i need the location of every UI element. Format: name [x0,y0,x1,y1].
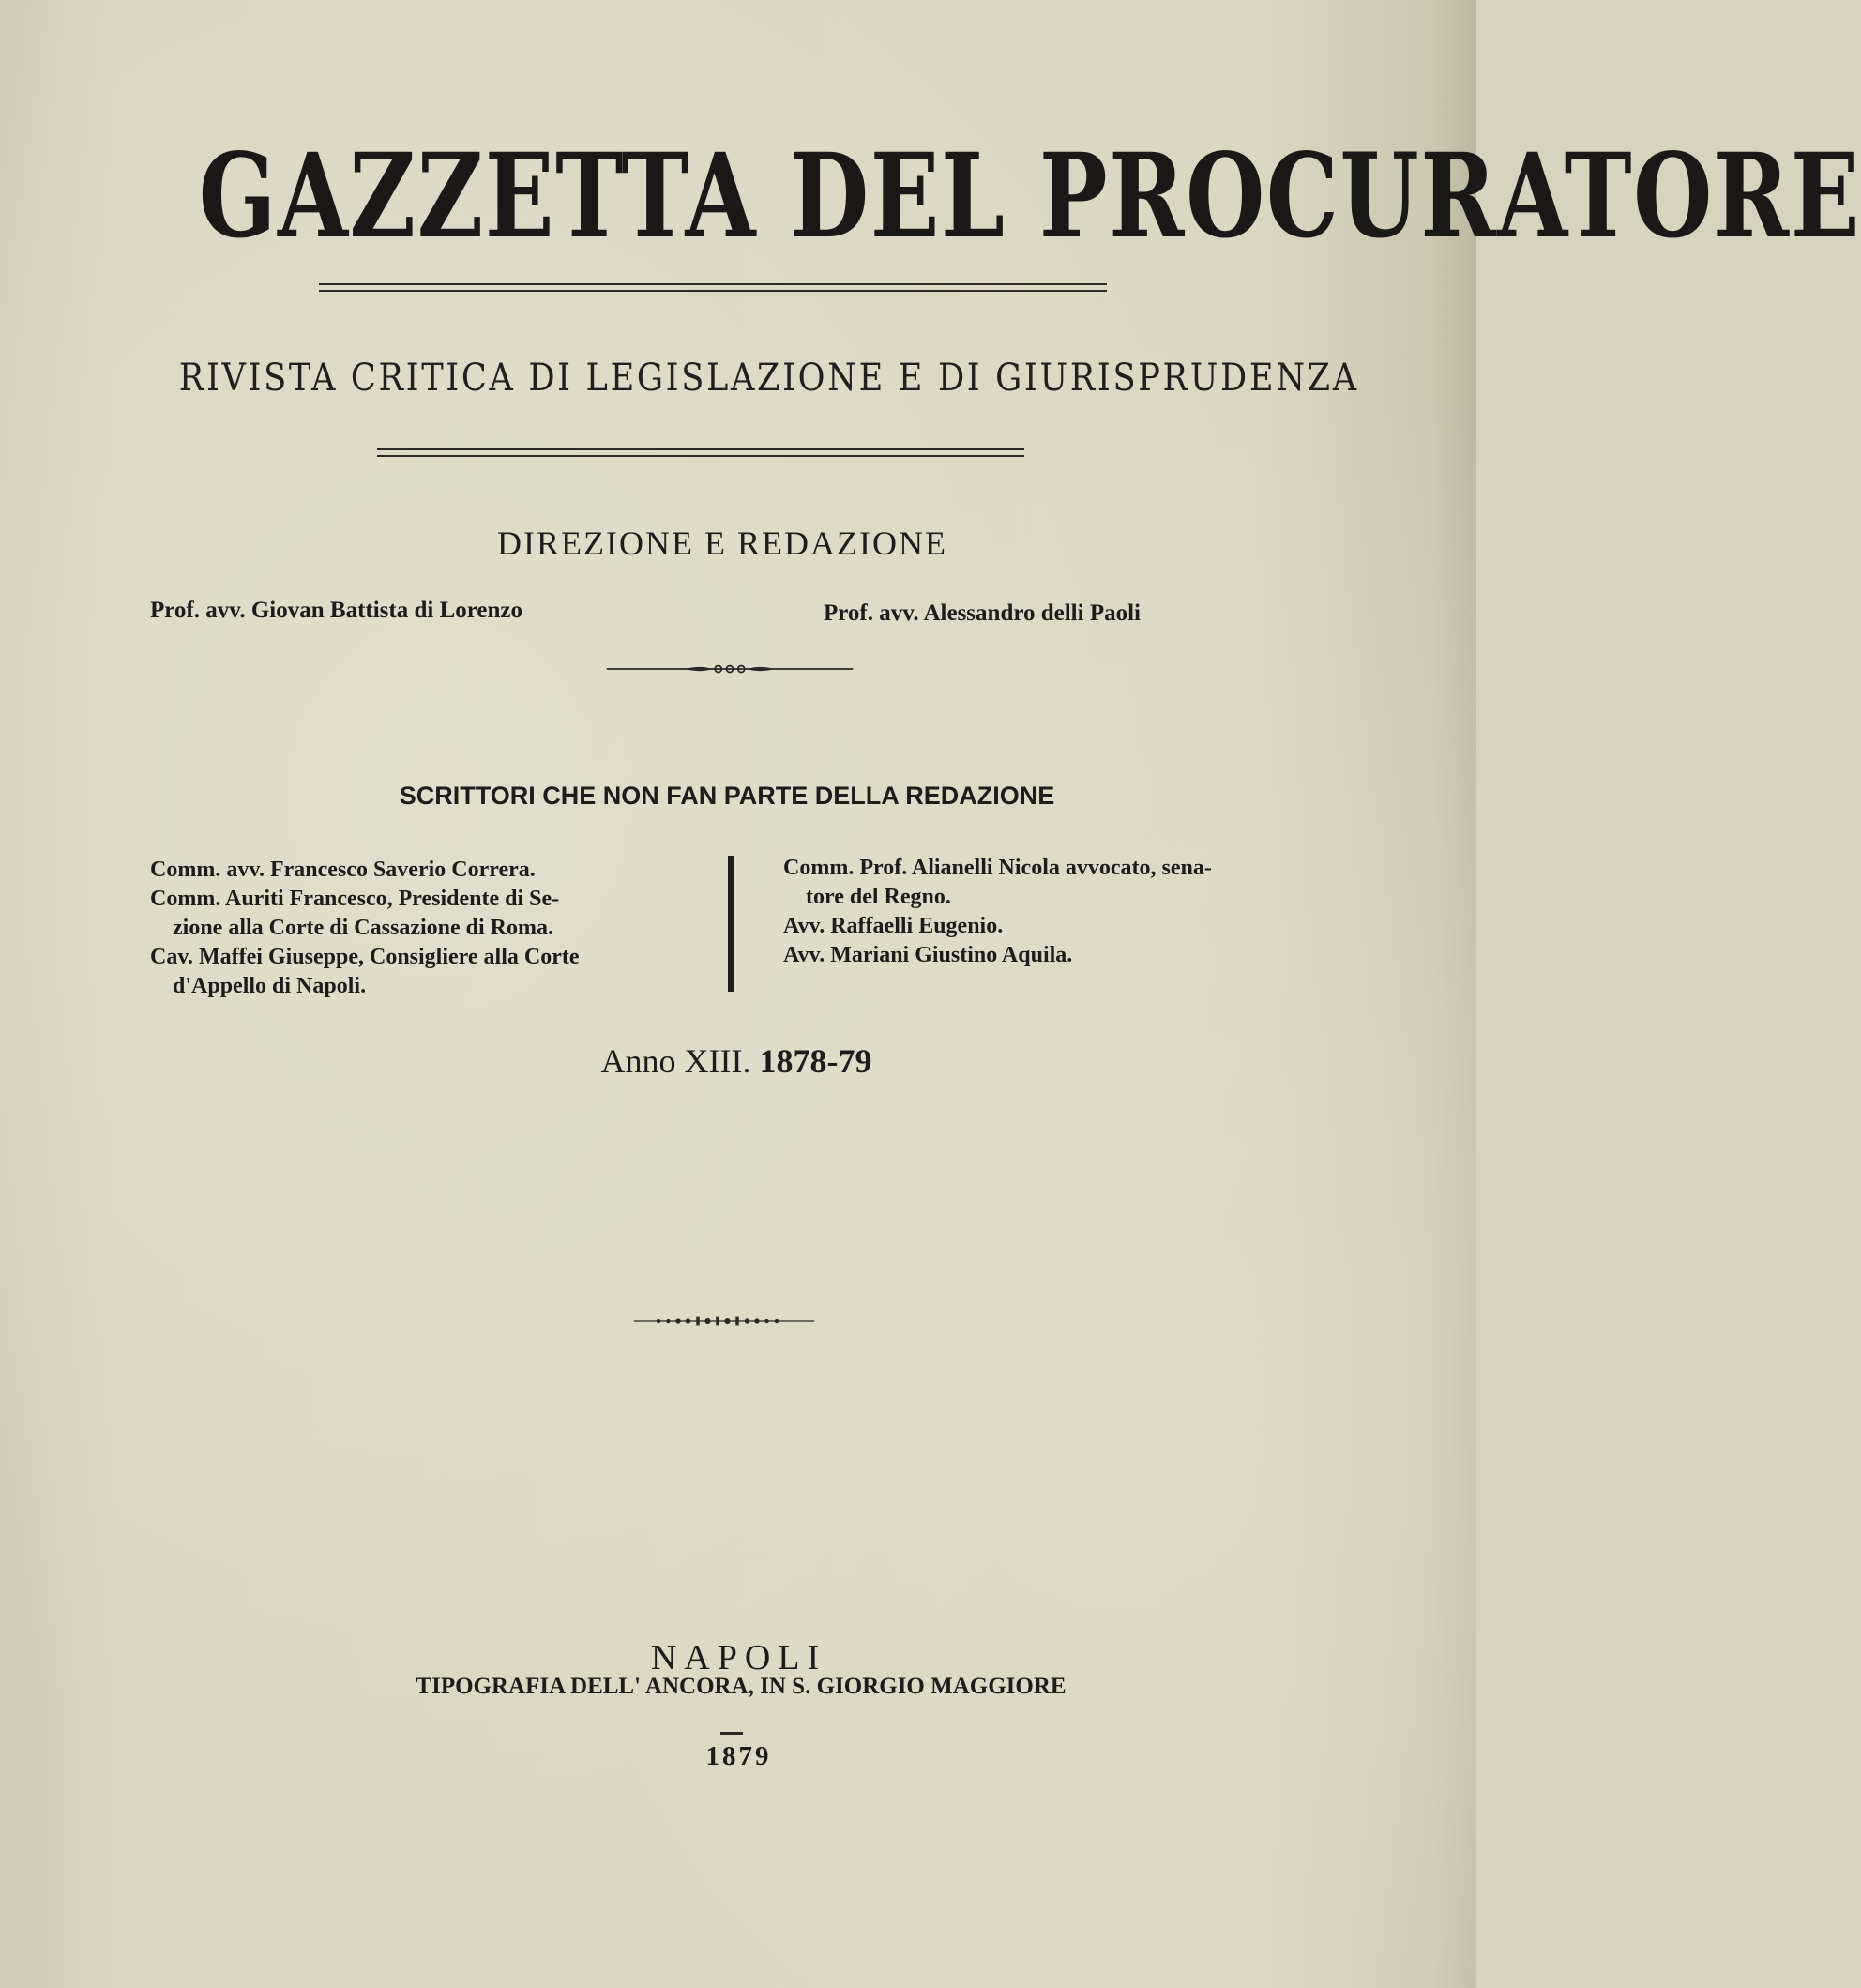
writers-heading: SCRITTORI CHE NON FAN PARTE DELLA REDAZIONE [399,782,1055,810]
journal-title: GAZZETTA DEL PROCURATORE [198,129,1861,265]
writer-entry: Avv. Raffaelli Eugenio. [783,914,1004,938]
writer-entry: Cav. Maffei Giuseppe, Consigliere alla Corte d'Appello di Napoli. [150,945,580,998]
direction-heading: DIREZIONE E REDAZIONE [497,524,947,562]
imprint-city: NAPOLI [650,1638,827,1677]
editor-left: Prof. avv. Giovan Battista di Lorenzo [150,598,522,623]
title-rule [319,283,1107,292]
ornament-divider-lower [621,1314,827,1328]
writers-left-column [150,856,713,1001]
volume-line [525,1041,947,1081]
writer-entry: Comm. Prof. Alianelli Nicola avvocato, sena- tore del Regno. [783,856,1212,909]
writers-right-column [783,854,1346,970]
imprint-year: 1879 [705,1741,772,1771]
journal-subtitle: RIVISTA CRITICA DI LEGISLAZIONE E DI GIURISPRUDENZA [178,357,1359,400]
volume-number: Anno XIII. [600,1042,751,1080]
column-divider [728,856,734,992]
ornament-divider [589,662,870,675]
writer-entry: Avv. Mariani Giustino Aquila. [783,943,1073,967]
writer-entry: Comm. avv. Francesco Saverio Correra. [150,857,536,882]
imprint-dash [720,1732,743,1735]
editor-right: Prof. avv. Alessandro delli Paoli [824,600,1141,626]
volume-years: 1878-79 [759,1042,872,1080]
imprint-printer: TIPOGRAFIA DELL' ANCORA, IN S. GIORGIO MAGGIORE [416,1674,1067,1699]
subtitle-rule [377,448,1024,457]
writer-entry: Comm. Auriti Francesco, Presidente di Se- zione alla Corte di Cassazione di Roma. [150,887,560,940]
